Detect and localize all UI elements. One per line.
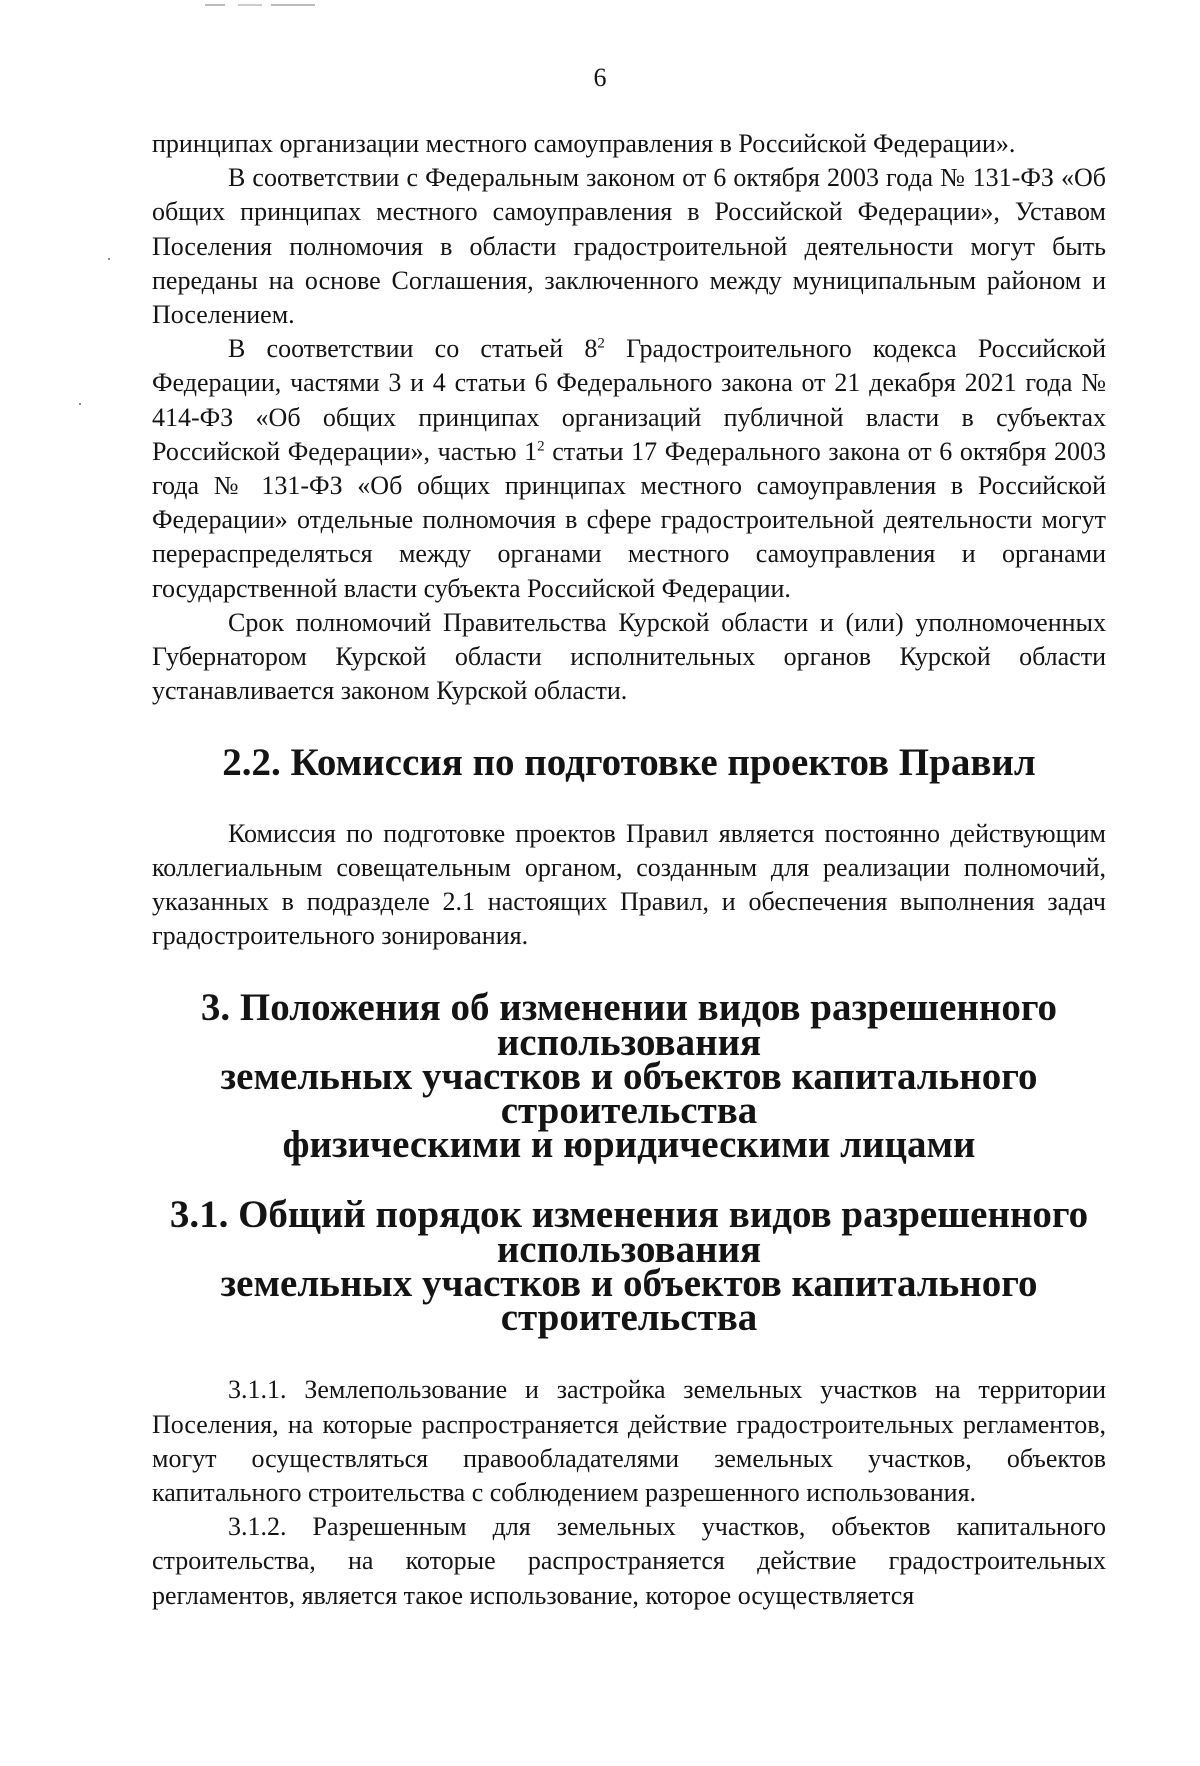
part-superscript: 2 [537, 438, 545, 455]
heading-line: земельных участков и объектов капитального строительства [220, 1054, 1038, 1133]
section-heading-2-2: 2.2. Комиссия по подготовке проектов Правил [222, 741, 1036, 785]
page-number: 6 [593, 63, 607, 92]
document-body [152, 127, 1106, 1613]
heading-line: 3.1. Общий порядок изменения видов разрешенного использования [169, 1193, 1089, 1271]
heading-line: физическими и юридическими лицами [282, 1123, 976, 1167]
scan-dust-dot [108, 258, 110, 260]
scan-edge-mark [205, 4, 315, 6]
section-heading-3 [152, 986, 1106, 1167]
paragraph-commission: Комиссия по подготовке проектов Правил является постоянно действующим коллегиальным совещательным органом, созданным для реализации полномочий, указанных в подразделе 2.1 настоящих Правил, и обеспечения выполнения задач градостроительного зонирования. [152, 818, 1106, 951]
heading-line: земельных участков и объектов капитального строительства [220, 1261, 1038, 1340]
paragraph-continuation: принципах организации местного самоуправления в Российской Федерации». [152, 129, 1016, 158]
paragraph-3-1-2: 3.1.2. Разрешенным для земельных участков, объектов капитального строительства, на которые распространяется действие градостроительных регламентов, является такое использование, которое осуществляется [152, 1512, 1106, 1610]
paragraph-text-part: статьи 17 Федерального закона от 6 октября 2003 года № 131-ФЗ «Об общих принципах местного самоуправления в Российской Федерации» отдельные полномочия в сфере градостроительной деятельности могут перераспределяться между органами местного самоуправления и органами государственной власти субъекта Российской Федерации. [152, 436, 1106, 603]
paragraph-text-part: Градостроительного кодекса Российской Федерации, частями 3 и 4 статьи 6 Федерального закона от 21 декабря 2021 года № 414-ФЗ «Об общих принципах организаций публичной власти в субъектах Российской Федерации», частью 1 [152, 334, 1106, 466]
paragraph-text-part: В соответствии со статьей 8 [228, 334, 598, 364]
section-heading-3-1 [152, 1193, 1106, 1340]
paragraph-3-1-1: 3.1.1. Землепользование и застройка земельных участков на территории Поселения, на которые распространяется действие градостроительных регламентов, могут осуществляться правообладателями земельных участков, объектов капитального строительства с соблюдением разрешенного использования. [152, 1375, 1106, 1507]
paragraph-authority-redistribution [152, 332, 1106, 606]
heading-line: 3. Положения об изменении видов разрешенного использования [200, 986, 1058, 1064]
scan-dust-dot [79, 403, 81, 405]
paragraph-term-of-authority: Срок полномочий Правительства Курской области и (или) уполномоченных Губернатором Курской области исполнительных органов Курской области устанавливается законом Курской области. [152, 607, 1106, 706]
article-superscript: 2 [597, 335, 605, 352]
paragraph-federal-law: В соответствии с Федеральным законом от 6 октября 2003 года № 131-ФЗ «Об общих принципах местного самоуправления в Российской Федерации», Уставом Поселения полномочия в области градостроительной деятельности могут быть переданы на основе Соглашения, заключенного между муниципальным районом и Поселением. [152, 163, 1106, 330]
